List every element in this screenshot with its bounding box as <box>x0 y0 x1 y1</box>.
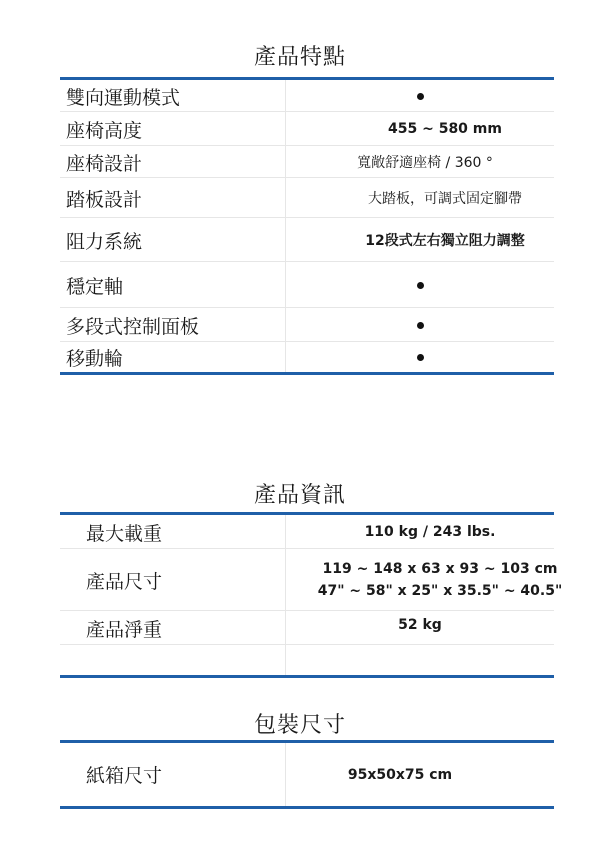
dimension-imperial: 47" ~ 58" x 25" x 35.5" ~ 40.5" <box>317 583 563 599</box>
table-row <box>60 308 554 342</box>
table-row <box>60 342 554 372</box>
table-row <box>60 80 554 112</box>
table-row <box>60 218 554 262</box>
features-title: 產品特點 <box>253 45 346 70</box>
table-row <box>60 743 554 806</box>
row-value: 12段式左右獨立阻力調整 <box>365 233 525 249</box>
row-value <box>286 80 554 112</box>
row-value: 52 kg <box>398 617 442 633</box>
row-label: 產品淨重 <box>86 618 163 641</box>
row-label: 阻力系統 <box>66 230 143 253</box>
features-bottom-rule <box>60 372 554 375</box>
table-row <box>60 611 554 645</box>
packaging-title: 包裝尺寸 <box>253 713 346 738</box>
table-row <box>60 549 563 611</box>
row-label: 移動輪 <box>66 347 124 370</box>
info-bottom-rule <box>60 675 554 678</box>
bullet-icon <box>417 93 424 100</box>
table-row <box>60 178 554 218</box>
row-label: 踏板設計 <box>66 188 143 211</box>
row-value <box>286 342 554 372</box>
table-row <box>60 515 554 549</box>
row-value: 110 kg / 243 lbs. <box>364 524 496 540</box>
table-row <box>60 262 554 308</box>
row-label: 雙向運動模式 <box>66 86 181 109</box>
row-label: 多段式控制面板 <box>66 315 200 338</box>
dimension-metric: 119 ~ 148 x 63 x 93 ~ 103 cm <box>322 561 558 577</box>
bullet-icon <box>417 322 424 329</box>
row-value: 大踏板，可調式固定腳帶 <box>368 191 522 207</box>
table-row-empty <box>60 645 554 675</box>
row-label: 最大載重 <box>86 522 163 545</box>
row-label: 座椅設計 <box>66 152 143 175</box>
row-value <box>286 308 554 342</box>
table-row <box>60 112 554 146</box>
bullet-icon <box>417 282 424 289</box>
table-row <box>60 146 554 178</box>
row-label: 穩定軸 <box>66 275 124 298</box>
info-title: 產品資訊 <box>253 483 346 508</box>
row-value: 寬敞舒適座椅 / 360 ° <box>357 155 493 171</box>
row-label: 紙箱尺寸 <box>86 765 163 787</box>
row-value: 95x50x75 cm <box>347 766 453 783</box>
bullet-icon <box>417 354 424 361</box>
row-value <box>286 262 554 308</box>
row-label: 座椅高度 <box>66 119 143 142</box>
row-label: 產品尺寸 <box>86 570 163 593</box>
row-value <box>286 549 563 611</box>
row-value: 455 ~ 580 mm <box>388 121 502 137</box>
packaging-bottom-rule <box>60 806 554 809</box>
